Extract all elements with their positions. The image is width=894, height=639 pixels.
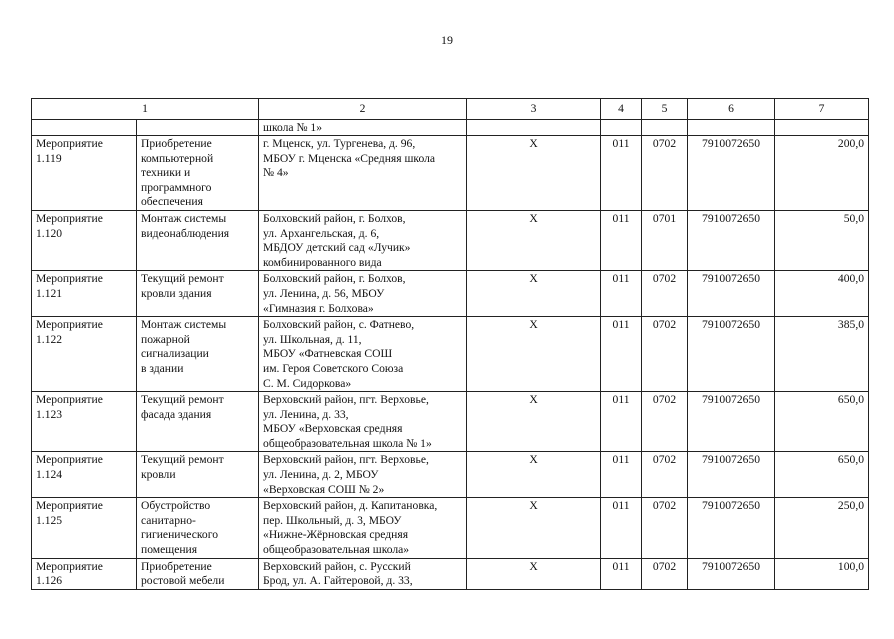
cell-col7: 400,0 xyxy=(775,271,869,317)
cell-event xyxy=(32,498,137,558)
cell-col6: 7910072650 xyxy=(688,210,775,270)
text-line: в здании xyxy=(141,361,184,375)
cell-col3: Х xyxy=(467,498,601,558)
cell-address xyxy=(259,452,467,498)
cell-col7: 100,0 xyxy=(775,558,869,589)
text-line: 1.126 xyxy=(36,574,63,588)
table-row xyxy=(32,136,869,211)
text-line: гигиенического xyxy=(141,528,218,542)
cell-event xyxy=(32,392,137,452)
cell-col5: 0702 xyxy=(642,271,688,317)
text-line: Текущий ремонт xyxy=(141,453,224,467)
text-line: Мероприятие xyxy=(36,272,103,286)
text-line: санитарно- xyxy=(141,513,196,527)
text-line: Мероприятие xyxy=(36,137,103,150)
cell-col5: 0701 xyxy=(642,210,688,270)
text-line: Верховский район, пгт. Верховье, xyxy=(263,393,429,407)
text-line: фасада здания xyxy=(141,407,212,421)
text-line: 1.120 xyxy=(36,226,63,240)
header-col-6: 6 xyxy=(688,99,775,120)
table-body xyxy=(32,120,869,590)
cell-address xyxy=(259,392,467,452)
cell-col5: 0702 xyxy=(642,317,688,392)
text-line: ул. Школьная, д. 11, xyxy=(263,332,362,346)
text-line: кровли здания xyxy=(141,286,212,300)
cell xyxy=(137,120,259,136)
cell-col4: 011 xyxy=(601,452,642,498)
text-line: Мероприятие xyxy=(36,559,103,573)
text-line: «Верховская СОШ № 2» xyxy=(263,482,385,496)
text-line: С. М. Сидоркова» xyxy=(263,376,352,390)
cell-col7: 650,0 xyxy=(775,452,869,498)
cell-name xyxy=(137,317,259,392)
text-line: комбинированного вида xyxy=(263,255,382,269)
text-line: ростовой мебели xyxy=(141,574,225,588)
text-line: 1.125 xyxy=(36,513,63,527)
text-line: общеобразовательная школа № 1» xyxy=(263,436,432,450)
text-line: пер. Школьный, д. 3, МБОУ xyxy=(263,513,402,527)
cell xyxy=(775,120,869,136)
cell-event xyxy=(32,210,137,270)
text-line: Верховский район, с. Русский xyxy=(263,559,411,573)
cell-name xyxy=(137,452,259,498)
cell-name xyxy=(137,392,259,452)
cell-address xyxy=(259,120,467,136)
header-col-2: 2 xyxy=(259,99,467,120)
cell-col5: 0702 xyxy=(642,136,688,211)
text-line: 1.119 xyxy=(36,151,62,165)
text-line: компьютерной xyxy=(141,151,214,165)
cell-name xyxy=(137,136,259,211)
cell-name xyxy=(137,558,259,589)
cell-col4: 011 xyxy=(601,136,642,211)
text-line: 1.123 xyxy=(36,407,63,421)
cell xyxy=(688,120,775,136)
text-line: Мероприятие xyxy=(36,393,103,407)
table-row xyxy=(32,498,869,558)
text-line: Текущий ремонт xyxy=(141,393,224,407)
cell-col4: 011 xyxy=(601,271,642,317)
text-line: МБОУ «Верховская средняя xyxy=(263,422,403,436)
text-line: сигнализации xyxy=(141,347,209,361)
header-col-4: 4 xyxy=(601,99,642,120)
table-row xyxy=(32,210,869,270)
text-line: 1.121 xyxy=(36,286,63,300)
cell-col6: 7910072650 xyxy=(688,392,775,452)
cell-address xyxy=(259,498,467,558)
text-line: Мероприятие xyxy=(36,499,103,513)
table-row xyxy=(32,452,869,498)
cell xyxy=(467,120,601,136)
cell-col3: Х xyxy=(467,210,601,270)
cell-col3: Х xyxy=(467,558,601,589)
text-line: Приобретение xyxy=(141,137,212,150)
cell-address xyxy=(259,558,467,589)
budget-table xyxy=(31,98,869,590)
cell-event xyxy=(32,271,137,317)
cell-col6: 7910072650 xyxy=(688,558,775,589)
cell-event xyxy=(32,558,137,589)
cell-col6: 7910072650 xyxy=(688,317,775,392)
text-line: Мероприятие xyxy=(36,453,103,467)
text-line: Болховский район, с. Фатнево, xyxy=(263,318,415,332)
cell-col3: Х xyxy=(467,452,601,498)
text-line: ул. Ленина, д. 33, xyxy=(263,407,349,421)
cell-col5: 0702 xyxy=(642,558,688,589)
text-line: «Гимназия г. Болхова» xyxy=(263,301,374,315)
cell-event xyxy=(32,136,137,211)
text-line: 1.124 xyxy=(36,468,63,482)
text-line: им. Героя Советского Союза xyxy=(263,361,404,375)
table-row xyxy=(32,392,869,452)
cell-col4: 011 xyxy=(601,317,642,392)
cell-address xyxy=(259,210,467,270)
table-row xyxy=(32,558,869,589)
cell-col4: 011 xyxy=(601,392,642,452)
header-col-3: 3 xyxy=(467,99,601,120)
cell-event xyxy=(32,452,137,498)
text-line: № 4» xyxy=(263,166,289,180)
cell-col5: 0702 xyxy=(642,452,688,498)
table-row xyxy=(32,317,869,392)
text-line: Монтаж системы xyxy=(141,211,227,225)
text-line: видеонаблюдения xyxy=(141,226,230,240)
text-line: ул. Ленина, д. 2, МБОУ xyxy=(263,468,379,482)
text-line: школа № 1» xyxy=(263,121,323,134)
cell-col4: 011 xyxy=(601,210,642,270)
cell-address xyxy=(259,136,467,211)
text-line: Болховский район, г. Болхов, xyxy=(263,272,406,286)
text-line: общеобразовательная школа» xyxy=(263,543,410,557)
cell-col6: 7910072650 xyxy=(688,498,775,558)
text-line: Мероприятие xyxy=(36,318,103,332)
text-line: МБДОУ детский сад «Лучик» xyxy=(263,241,411,255)
text-line: Верховский район, д. Капитановка, xyxy=(263,499,438,513)
cell xyxy=(642,120,688,136)
text-line: г. Мценск, ул. Тургенева, д. 96, xyxy=(263,137,416,150)
cell-col7: 385,0 xyxy=(775,317,869,392)
table-header xyxy=(32,99,869,120)
text-line: Монтаж системы xyxy=(141,318,227,332)
cell-col7: 650,0 xyxy=(775,392,869,452)
cell-name xyxy=(137,210,259,270)
cell-col7: 200,0 xyxy=(775,136,869,211)
text-line: ул. Ленина, д. 56, МБОУ xyxy=(263,286,385,300)
cell-col3: Х xyxy=(467,392,601,452)
text-line: Приобретение xyxy=(141,559,212,573)
cell-col6: 7910072650 xyxy=(688,271,775,317)
cell-event xyxy=(32,317,137,392)
text-line: МБОУ «Фатневская СОШ xyxy=(263,347,393,361)
text-line: программного xyxy=(141,180,212,194)
text-line: ул. Архангельская, д. 6, xyxy=(263,226,380,240)
text-line: пожарной xyxy=(141,332,190,346)
cell-name xyxy=(137,498,259,558)
cell-col5: 0702 xyxy=(642,498,688,558)
cell-col6: 7910072650 xyxy=(688,136,775,211)
text-line: кровли xyxy=(141,468,176,482)
cell-col5: 0702 xyxy=(642,392,688,452)
cell-col3: Х xyxy=(467,317,601,392)
header-col-7: 7 xyxy=(775,99,869,120)
cell xyxy=(601,120,642,136)
cell xyxy=(32,120,137,136)
cell-col3: Х xyxy=(467,136,601,211)
cell-col3: Х xyxy=(467,271,601,317)
text-line: Мероприятие xyxy=(36,211,103,225)
text-line: Болховский район, г. Болхов, xyxy=(263,211,406,225)
text-line: помещения xyxy=(141,543,198,557)
text-line: «Нижне-Жёрновская средняя xyxy=(263,528,409,542)
cell-name xyxy=(137,271,259,317)
cell-col4: 011 xyxy=(601,558,642,589)
text-line: Текущий ремонт xyxy=(141,272,224,286)
cell-col7: 250,0 xyxy=(775,498,869,558)
header-col-5: 5 xyxy=(642,99,688,120)
text-line: Брод, ул. А. Гайтеровой, д. 33, xyxy=(263,574,413,588)
header-col-1: 1 xyxy=(32,99,259,120)
cell-col6: 7910072650 xyxy=(688,452,775,498)
table-row xyxy=(32,271,869,317)
cell-col4: 011 xyxy=(601,498,642,558)
page-number: 19 xyxy=(441,33,453,47)
text-line: Верховский район, пгт. Верховье, xyxy=(263,453,429,467)
cell-col7: 50,0 xyxy=(775,210,869,270)
cell-address xyxy=(259,317,467,392)
cell-address xyxy=(259,271,467,317)
text-line: техники и xyxy=(141,166,191,180)
continuation-row xyxy=(32,120,869,136)
text-line: Обустройство xyxy=(141,499,211,513)
text-line: обеспечения xyxy=(141,195,203,209)
text-line: 1.122 xyxy=(36,332,63,346)
text-line: МБОУ г. Мценска «Средняя школа xyxy=(263,151,436,165)
